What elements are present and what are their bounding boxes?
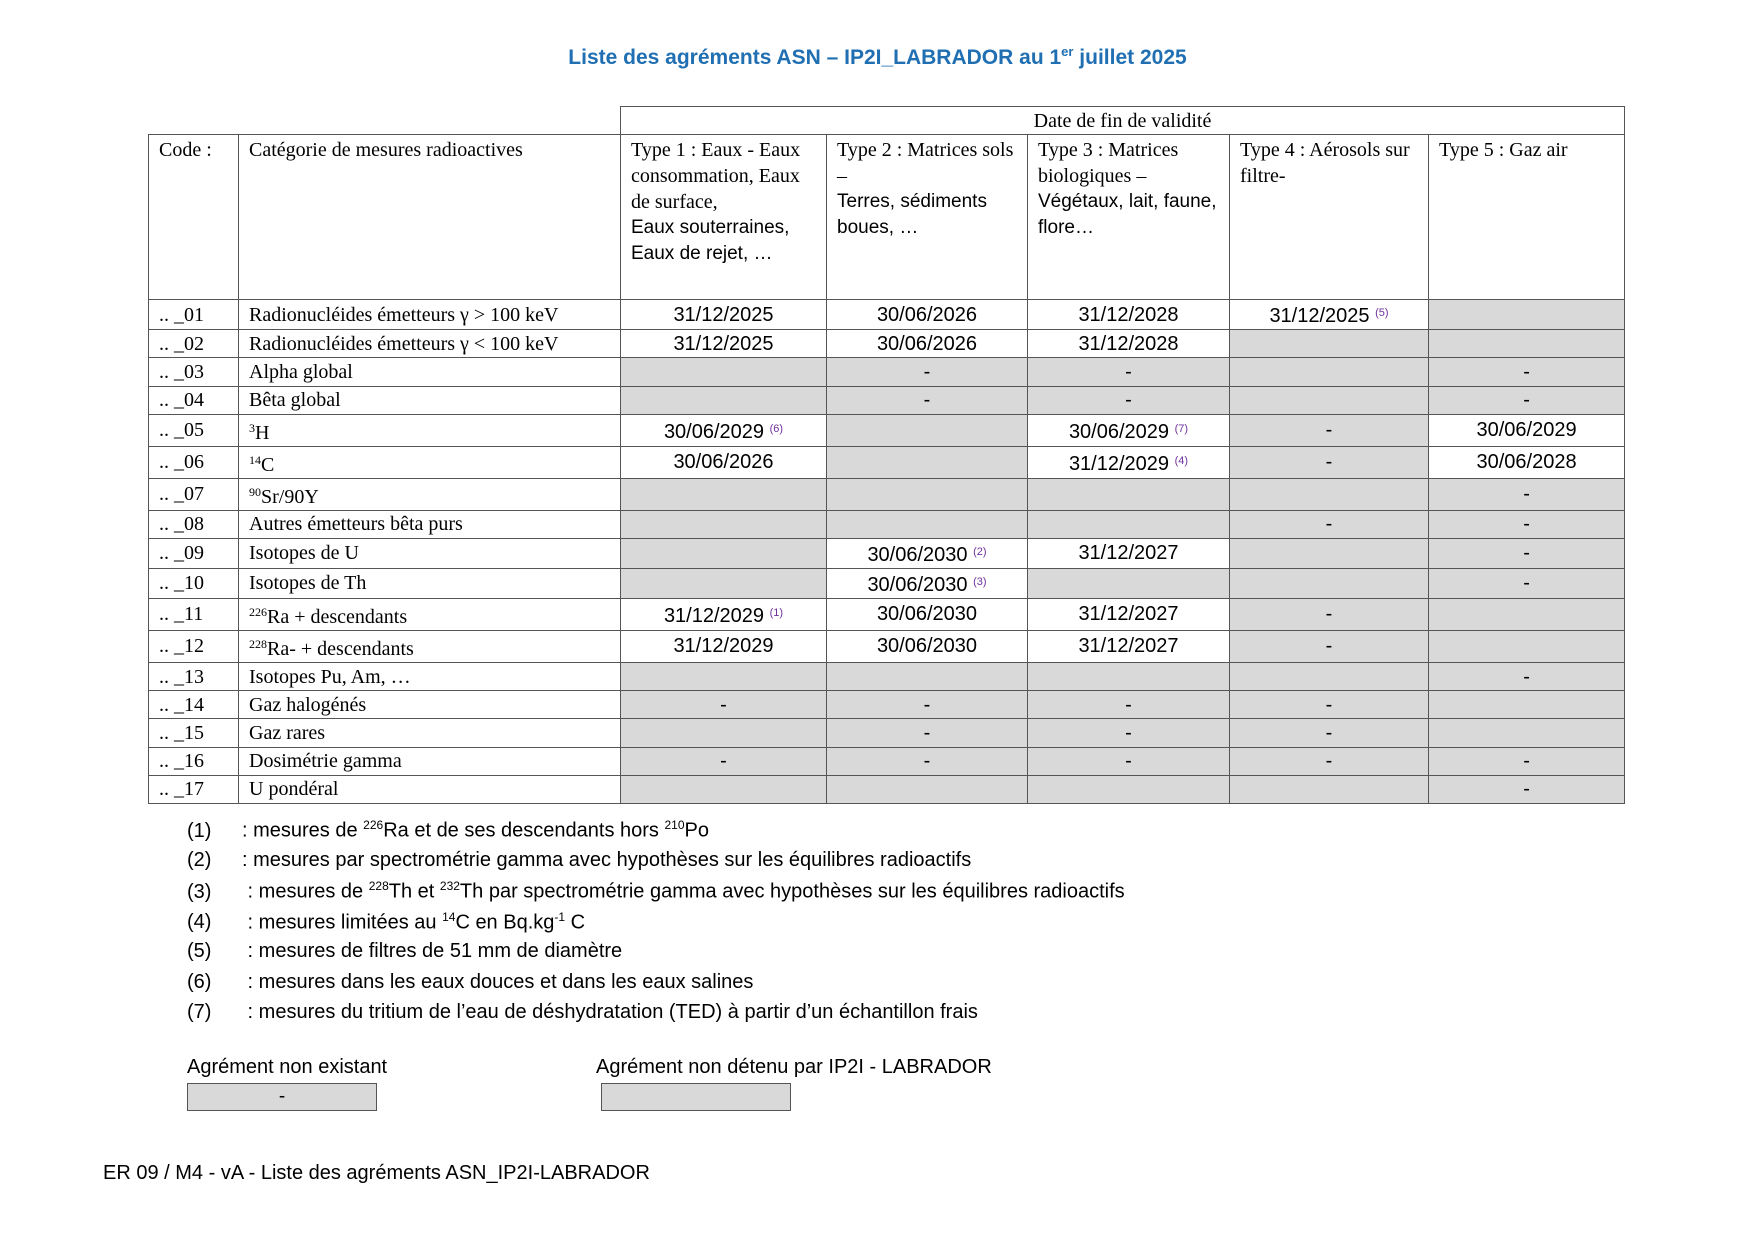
validity-cell-type5: - bbox=[1429, 510, 1625, 538]
validity-cell-type2: - bbox=[827, 358, 1028, 386]
col-type5-header: Type 5 : Gaz air bbox=[1429, 135, 1625, 300]
validity-cell-type4 bbox=[1230, 358, 1429, 386]
validity-cell-type3: 30/06/2029 $^{(7)}$ bbox=[1028, 414, 1230, 446]
table-row bbox=[149, 358, 1625, 386]
table-row bbox=[149, 568, 1625, 598]
row-category: $^{90}$Sr/90Y bbox=[239, 478, 621, 510]
validity-cell-type5 bbox=[1429, 330, 1625, 358]
row-code: .. _01 bbox=[149, 300, 239, 330]
validity-cell-type5 bbox=[1429, 598, 1625, 630]
table-row bbox=[149, 719, 1625, 747]
isotope-mass-number: 14 bbox=[249, 452, 261, 467]
validity-cell-type4: - bbox=[1230, 598, 1429, 630]
validity-cell-type4 bbox=[1230, 662, 1429, 690]
validity-cell-type2: 30/06/2026 bbox=[827, 330, 1028, 358]
table-row bbox=[149, 775, 1625, 803]
validity-cell-type5: - bbox=[1429, 538, 1625, 568]
row-code: .. _10 bbox=[149, 568, 239, 598]
row-code: .. _11 bbox=[149, 598, 239, 630]
table-row bbox=[149, 300, 1625, 330]
validity-cell-type2: 30/06/2030 $^{(3)}$ bbox=[827, 568, 1028, 598]
validity-cell-type2 bbox=[827, 775, 1028, 803]
table-row bbox=[149, 598, 1625, 630]
date-header: Date de fin de validité bbox=[621, 107, 1625, 135]
row-code: .. _14 bbox=[149, 691, 239, 719]
validity-cell-type4 bbox=[1230, 386, 1429, 414]
isotope-mass-number: 3 bbox=[249, 420, 255, 435]
col-type2-header: Type 2 : Matrices sols – Terres, sédiments boues, … bbox=[827, 135, 1028, 300]
validity-cell-type3: 31/12/2028 bbox=[1028, 330, 1230, 358]
page-footer: ER 09 / M4 - vA - Liste des agréments ASN_IP2I-LABRADOR bbox=[103, 1162, 650, 1184]
row-code: .. _16 bbox=[149, 747, 239, 775]
table-row bbox=[149, 446, 1625, 478]
validity-cell-type2: - bbox=[827, 386, 1028, 414]
isotope-mass-number: 226 bbox=[249, 604, 267, 619]
row-category: Isotopes de Th bbox=[239, 568, 621, 598]
table-row bbox=[149, 414, 1625, 446]
date-header-row bbox=[149, 107, 1625, 135]
row-category: $^{228}$Ra- + descendants bbox=[239, 630, 621, 662]
row-category: Autres émetteurs bêta purs bbox=[239, 510, 621, 538]
row-category: Gaz halogénés bbox=[239, 691, 621, 719]
row-code: .. _06 bbox=[149, 446, 239, 478]
row-category: Alpha global bbox=[239, 358, 621, 386]
validity-cell-type4: - bbox=[1230, 446, 1429, 478]
validity-cell-type3: 31/12/2028 bbox=[1028, 300, 1230, 330]
row-code: .. _17 bbox=[149, 775, 239, 803]
footnote-ref: (3) bbox=[973, 575, 987, 588]
validity-cell-type1 bbox=[621, 775, 827, 803]
table-row bbox=[149, 691, 1625, 719]
validity-cell-type5: - bbox=[1429, 386, 1625, 414]
validity-cell-type1: 30/06/2029 $^{(6)}$ bbox=[621, 414, 827, 446]
validity-cell-type3: - bbox=[1028, 358, 1230, 386]
validity-cell-type4: - bbox=[1230, 691, 1429, 719]
table-row bbox=[149, 747, 1625, 775]
validity-cell-type3: - bbox=[1028, 747, 1230, 775]
validity-cell-type3: - bbox=[1028, 691, 1230, 719]
validity-cell-type1 bbox=[621, 510, 827, 538]
row-code: .. _08 bbox=[149, 510, 239, 538]
row-category: Bêta global bbox=[239, 386, 621, 414]
row-code: .. _13 bbox=[149, 662, 239, 690]
row-category: Isotopes de U bbox=[239, 538, 621, 568]
validity-cell-type1 bbox=[621, 568, 827, 598]
footnote-ref: (6) bbox=[769, 422, 784, 435]
validity-cell-type4: - bbox=[1230, 510, 1429, 538]
validity-cell-type1: 31/12/2025 bbox=[621, 330, 827, 358]
row-category: Radionucléides émetteurs γ < 100 keV bbox=[239, 330, 621, 358]
validity-cell-type1 bbox=[621, 478, 827, 510]
row-category: $^{14}$C bbox=[239, 446, 621, 478]
footnote-item: (3) : mesures de $^{228}$Th et $^{232}$Th par spectrométrie gamma avec hypothèses sur les équilibres radioactifs bbox=[187, 879, 1125, 903]
validity-cell-type4 bbox=[1230, 330, 1429, 358]
col-type3-header: Type 3 : Matrices biologiques – Végétaux, lait, faune, flore… bbox=[1028, 135, 1230, 300]
validity-cell-type1 bbox=[621, 386, 827, 414]
isotope-mass-number: 228 bbox=[249, 636, 267, 651]
validity-cell-type1: - bbox=[621, 747, 827, 775]
table-row bbox=[149, 510, 1625, 538]
footnote-ref: (2) bbox=[973, 545, 987, 558]
validity-cell-type2 bbox=[827, 478, 1028, 510]
col-type4-header: Type 4 : Aérosols sur filtre- bbox=[1230, 135, 1429, 300]
validity-cell-type1: 31/12/2029 bbox=[621, 630, 827, 662]
validity-cell-type5 bbox=[1429, 630, 1625, 662]
validity-cell-type1: - bbox=[621, 691, 827, 719]
row-category: $^{226}$Ra + descendants bbox=[239, 598, 621, 630]
footnote-ref: (1) bbox=[769, 606, 784, 619]
column-header-row bbox=[149, 135, 1625, 300]
validity-cell-type2: - bbox=[827, 691, 1028, 719]
validity-cell-type3: 31/12/2027 bbox=[1028, 538, 1230, 568]
validity-cell-type1 bbox=[621, 662, 827, 690]
row-code: .. _04 bbox=[149, 386, 239, 414]
row-code: .. _05 bbox=[149, 414, 239, 446]
validity-cell-type2 bbox=[827, 510, 1028, 538]
footnote-item: (1) : mesures de $^{226}$Ra et de ses descendants hors $^{210}$Po bbox=[187, 818, 709, 842]
footnote-item: (6) : mesures dans les eaux douces et dans les eaux salines bbox=[187, 970, 754, 993]
validity-cell-type5: - bbox=[1429, 747, 1625, 775]
validity-cell-type3: 31/12/2027 bbox=[1028, 630, 1230, 662]
validity-cell-type4 bbox=[1230, 538, 1429, 568]
validity-cell-type5: - bbox=[1429, 358, 1625, 386]
table-row bbox=[149, 478, 1625, 510]
legend-not-held-label: Agrément non détenu par IP2I - LABRADOR bbox=[596, 1056, 992, 1078]
footnote-item: (7) : mesures du tritium de l’eau de déshydratation (TED) à partir d’un échantillon frais bbox=[187, 1001, 978, 1023]
validity-cell-type4: - bbox=[1230, 719, 1429, 747]
validity-cell-type4 bbox=[1230, 568, 1429, 598]
col-code-header: Code : bbox=[149, 135, 239, 300]
validity-cell-type3 bbox=[1028, 478, 1230, 510]
row-category: Radionucléides émetteurs γ > 100 keV bbox=[239, 300, 621, 330]
row-code: .. _07 bbox=[149, 478, 239, 510]
validity-cell-type1 bbox=[621, 358, 827, 386]
footnote-item: (5) : mesures de filtres de 51 mm de diamètre bbox=[187, 940, 623, 962]
validity-cell-type5: 30/06/2029 bbox=[1429, 414, 1625, 446]
validity-cell-type2: - bbox=[827, 719, 1028, 747]
validity-cell-type4: - bbox=[1230, 630, 1429, 662]
footnote-item: (2) : mesures par spectrométrie gamma avec hypothèses sur les équilibres radioactifs bbox=[187, 848, 972, 871]
table-row bbox=[149, 630, 1625, 662]
validity-cell-type1: 31/12/2025 bbox=[621, 300, 827, 330]
page-title: Liste des agréments ASN – IP2I_LABRADOR au 1er juillet 2025 bbox=[568, 44, 1187, 69]
footnote-ref: (4) bbox=[1174, 454, 1189, 467]
validity-cell-type3: 31/12/2027 bbox=[1028, 598, 1230, 630]
legend-not-held-swatch bbox=[601, 1083, 791, 1111]
row-code: .. _02 bbox=[149, 330, 239, 358]
validity-cell-type5 bbox=[1429, 691, 1625, 719]
row-category: $^3$H bbox=[239, 414, 621, 446]
row-category: Gaz rares bbox=[239, 719, 621, 747]
validity-cell-type3 bbox=[1028, 662, 1230, 690]
validity-cell-type4 bbox=[1230, 478, 1429, 510]
validity-cell-type3: - bbox=[1028, 386, 1230, 414]
col-category-header: Catégorie de mesures radioactives bbox=[239, 135, 621, 300]
footnote-ref: (5) bbox=[1375, 307, 1389, 320]
isotope-mass-number: 90 bbox=[249, 484, 261, 499]
row-code: .. _09 bbox=[149, 538, 239, 568]
footnote-ref: (7) bbox=[1174, 422, 1189, 435]
footnotes bbox=[187, 818, 1125, 1032]
validity-cell-type1: 31/12/2029 $^{(1)}$ bbox=[621, 598, 827, 630]
validity-cell-type1 bbox=[621, 538, 827, 568]
table-row bbox=[149, 538, 1625, 568]
validity-cell-type5 bbox=[1429, 300, 1625, 330]
validity-cell-type5: 30/06/2028 bbox=[1429, 446, 1625, 478]
validity-cell-type2 bbox=[827, 414, 1028, 446]
row-category: U pondéral bbox=[239, 775, 621, 803]
row-code: .. _12 bbox=[149, 630, 239, 662]
validity-cell-type5 bbox=[1429, 719, 1625, 747]
validity-cell-type2: 30/06/2030 bbox=[827, 630, 1028, 662]
validity-cell-type2: 30/06/2026 bbox=[827, 300, 1028, 330]
table-row bbox=[149, 662, 1625, 690]
validity-cell-type3 bbox=[1028, 775, 1230, 803]
validity-cell-type2 bbox=[827, 446, 1028, 478]
row-code: .. _15 bbox=[149, 719, 239, 747]
table-row bbox=[149, 386, 1625, 414]
validity-cell-type2: - bbox=[827, 747, 1028, 775]
accreditation-table bbox=[148, 106, 1625, 804]
legend-nonexistent-label: Agrément non existant bbox=[187, 1056, 388, 1078]
table-row bbox=[149, 330, 1625, 358]
validity-cell-type3 bbox=[1028, 510, 1230, 538]
validity-cell-type3: 31/12/2029 $^{(4)}$ bbox=[1028, 446, 1230, 478]
validity-cell-type5: - bbox=[1429, 568, 1625, 598]
validity-cell-type2: 30/06/2030 $^{(2)}$ bbox=[827, 538, 1028, 568]
validity-cell-type1: 30/06/2026 bbox=[621, 446, 827, 478]
row-category: Dosimétrie gamma bbox=[239, 747, 621, 775]
legend-nonexistent-swatch: - bbox=[187, 1083, 377, 1111]
validity-cell-type5: - bbox=[1429, 775, 1625, 803]
row-code: .. _03 bbox=[149, 358, 239, 386]
col-type1-header: Type 1 : Eaux - Eaux consommation, Eaux de surface, Eaux souterraines, Eaux de rejet, … bbox=[621, 135, 827, 300]
footnote-item: (4) : mesures limitées au $^{14}$C en $Bq.kg^{-1}$ C bbox=[187, 909, 586, 934]
validity-cell-type2: 30/06/2030 bbox=[827, 598, 1028, 630]
validity-cell-type2 bbox=[827, 662, 1028, 690]
validity-cell-type4 bbox=[1230, 775, 1429, 803]
validity-cell-type5: - bbox=[1429, 662, 1625, 690]
validity-cell-type1 bbox=[621, 719, 827, 747]
validity-cell-type3 bbox=[1028, 568, 1230, 598]
validity-cell-type5: - bbox=[1429, 478, 1625, 510]
validity-cell-type4: - bbox=[1230, 747, 1429, 775]
row-category: Isotopes Pu, Am, … bbox=[239, 662, 621, 690]
validity-cell-type4: - bbox=[1230, 414, 1429, 446]
validity-cell-type3: - bbox=[1028, 719, 1230, 747]
validity-cell-type4: 31/12/2025 $^{(5)}$ bbox=[1230, 300, 1429, 330]
